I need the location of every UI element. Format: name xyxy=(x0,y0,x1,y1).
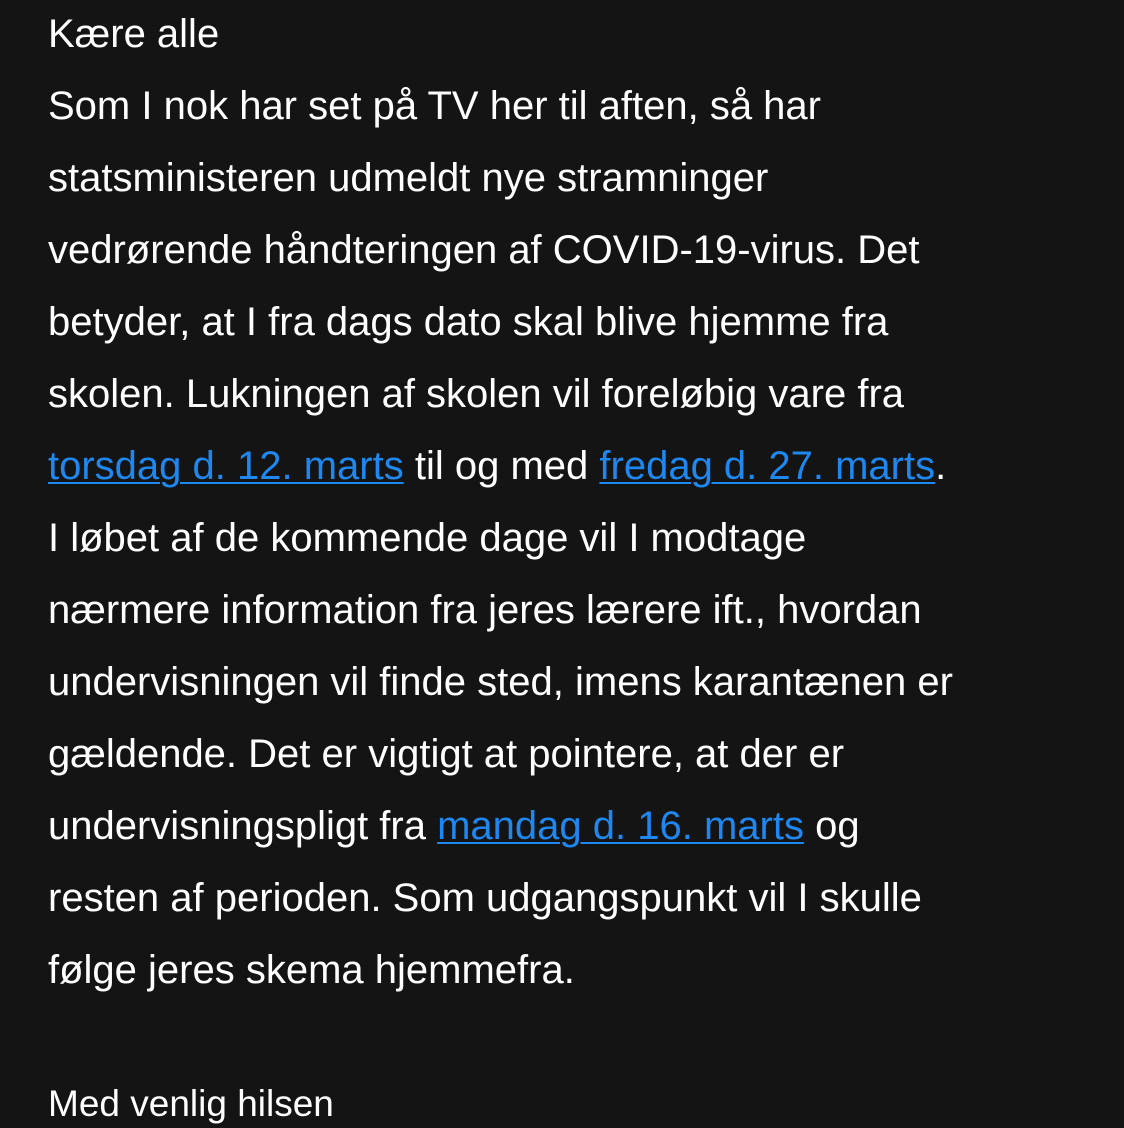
body-line: skolen. Lukningen af skolen vil foreløbig vare fra xyxy=(48,372,905,416)
body-line: følge jeres skema hjemmefra. xyxy=(48,948,575,992)
greeting: Kære alle xyxy=(48,12,220,56)
body-line: Som I nok har set på TV her til aften, så har xyxy=(48,84,821,128)
body-line: gældende. Det er vigtigt at pointere, at der er xyxy=(48,732,845,776)
body-text-fragment: og xyxy=(803,804,860,848)
body-line-dates xyxy=(48,430,1108,502)
date-link-teaching-start[interactable]: mandag d. 16. marts xyxy=(437,804,804,848)
body-text-fragment: til og med xyxy=(403,444,600,488)
body-line: betyder, at I fra dags dato skal blive hjemme fra xyxy=(48,300,889,344)
body-line: vedrørende håndteringen af COVID-19-virus. Det xyxy=(48,228,920,272)
body-line: I løbet af de kommende dage vil I modtage xyxy=(48,516,807,560)
body-text-fragment: . xyxy=(935,444,947,488)
date-link-start[interactable]: torsdag d. 12. marts xyxy=(48,444,404,488)
message-body xyxy=(48,70,1108,1006)
body-line: nærmere information fra jeres lærere ift., hvordan xyxy=(48,588,922,632)
body-line: undervisningen vil finde sted, imens karantænen er xyxy=(48,660,953,704)
date-link-end[interactable]: fredag d. 27. marts xyxy=(599,444,936,488)
body-line: statsministeren udmeldt nye stramninger xyxy=(48,156,769,200)
signoff: Med venlig hilsen xyxy=(48,1083,334,1124)
body-text-fragment: undervisningspligt fra xyxy=(48,804,438,848)
body-line-teaching-duty xyxy=(48,790,1108,862)
body-line: resten af perioden. Som udgangspunkt vil I skulle xyxy=(48,876,922,920)
